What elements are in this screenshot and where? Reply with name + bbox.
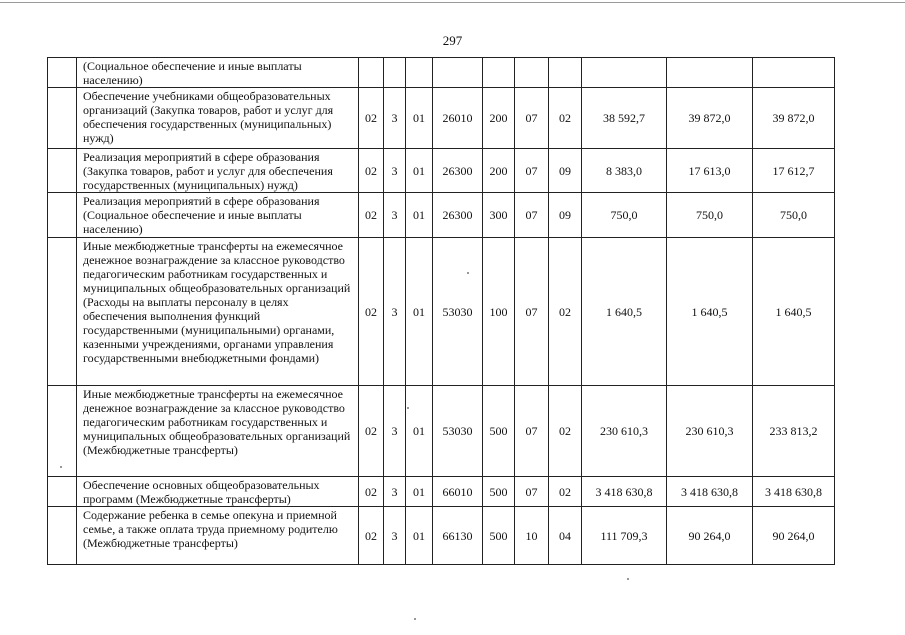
code-cell-c5: 100 xyxy=(483,238,515,386)
page-number: 297 xyxy=(442,33,463,48)
description-cell: Иные межбюджетные трансферты на ежемесячное денежное вознаграждение за классное руководство педагогическим работникам государственных и муниципальных общеобразовательных организаций (Межбюджетные трансферты) xyxy=(77,386,359,477)
code-cell-c6 xyxy=(515,58,549,88)
table-row xyxy=(48,88,835,149)
code-cell-c3: 01 xyxy=(406,88,433,149)
code-cell-c6: 10 xyxy=(515,507,549,565)
index-cell xyxy=(48,386,77,477)
table-body xyxy=(48,58,835,565)
code-cell-c3: 01 xyxy=(406,507,433,565)
code-cell-c3: 01 xyxy=(406,477,433,507)
code-cell-c5: 200 xyxy=(483,88,515,149)
code-cell-c2: 3 xyxy=(384,193,406,238)
code-cell-c4: 26300 xyxy=(433,149,483,193)
code-cell-c5: 500 xyxy=(483,386,515,477)
description-cell: Иные межбюджетные трансферты на ежемесячное денежное вознаграждение за классное руководство педагогическим работникам государственных и муниципальных общеобразовательных организаций (Расходы на выплаты персоналу в целях обеспечения выполнения функций государственными (муниципальными) органами, казенными учреждениями, органами управления государственными внебюджетными фондами) xyxy=(77,238,359,386)
code-cell-c2: 3 xyxy=(384,88,406,149)
code-cell-c4: 53030 xyxy=(433,386,483,477)
amount-cell-y1: 111 709,3 xyxy=(582,507,667,565)
code-cell-c6: 07 xyxy=(515,477,549,507)
code-cell-c1: 02 xyxy=(359,238,384,386)
budget-table xyxy=(47,57,835,565)
code-cell-c4: 66010 xyxy=(433,477,483,507)
code-cell-c6: 07 xyxy=(515,193,549,238)
code-cell-c2: 3 xyxy=(384,477,406,507)
scan-speck xyxy=(60,466,62,468)
scan-speck xyxy=(414,618,416,620)
amount-cell-y1: 3 418 630,8 xyxy=(582,477,667,507)
amount-cell-y2: 750,0 xyxy=(667,193,753,238)
index-cell xyxy=(48,477,77,507)
index-cell xyxy=(48,507,77,565)
table-row xyxy=(48,507,835,565)
amount-cell-y1: 750,0 xyxy=(582,193,667,238)
index-cell xyxy=(48,149,77,193)
code-cell-c2: 3 xyxy=(384,149,406,193)
amount-cell-y2: 1 640,5 xyxy=(667,238,753,386)
amount-cell-y3: 90 264,0 xyxy=(753,507,835,565)
table-row xyxy=(48,58,835,88)
code-cell-c1: 02 xyxy=(359,477,384,507)
code-cell-c2: 3 xyxy=(384,238,406,386)
code-cell-c4 xyxy=(433,58,483,88)
description-cell: Обеспечение учебниками общеобразовательных организаций (Закупка товаров, работ и услуг для обеспечения государственных (муниципальных) нужд) xyxy=(77,88,359,149)
code-cell-c6: 07 xyxy=(515,238,549,386)
table-row xyxy=(48,193,835,238)
amount-cell-y1: 8 383,0 xyxy=(582,149,667,193)
scan-speck xyxy=(467,272,469,274)
amount-cell-y3: 750,0 xyxy=(753,193,835,238)
index-cell xyxy=(48,88,77,149)
amount-cell-y3: 3 418 630,8 xyxy=(753,477,835,507)
code-cell-c5: 300 xyxy=(483,193,515,238)
code-cell-c4: 53030 xyxy=(433,238,483,386)
code-cell-c1: 02 xyxy=(359,386,384,477)
code-cell-c1: 02 xyxy=(359,507,384,565)
code-cell-c2: 3 xyxy=(384,507,406,565)
code-cell-c3: 01 xyxy=(406,386,433,477)
code-cell-c2: 3 xyxy=(384,386,406,477)
code-cell-c3: 01 xyxy=(406,149,433,193)
code-cell-c1 xyxy=(359,58,384,88)
code-cell-c4: 26300 xyxy=(433,193,483,238)
code-cell-c6: 07 xyxy=(515,88,549,149)
code-cell-c1: 02 xyxy=(359,193,384,238)
description-cell: Обеспечение основных общеобразовательных программ (Межбюджетные трансферты) xyxy=(77,477,359,507)
amount-cell-y2: 17 613,0 xyxy=(667,149,753,193)
description-cell: Реализация мероприятий в сфере образования (Закупка товаров, работ и услуг для обеспечения государственных (муниципальных) нужд) xyxy=(77,149,359,193)
code-cell-c7: 04 xyxy=(549,507,582,565)
index-cell xyxy=(48,193,77,238)
code-cell-c1: 02 xyxy=(359,88,384,149)
code-cell-c7: 02 xyxy=(549,238,582,386)
amount-cell-y3: 1 640,5 xyxy=(753,238,835,386)
code-cell-c5 xyxy=(483,58,515,88)
index-cell xyxy=(48,58,77,88)
amount-cell-y1: 230 610,3 xyxy=(582,386,667,477)
amount-cell-y2: 230 610,3 xyxy=(667,386,753,477)
code-cell-c1: 02 xyxy=(359,149,384,193)
code-cell-c3: 01 xyxy=(406,193,433,238)
amount-cell-y2: 90 264,0 xyxy=(667,507,753,565)
code-cell-c2 xyxy=(384,58,406,88)
amount-cell-y3 xyxy=(753,58,835,88)
amount-cell-y3: 39 872,0 xyxy=(753,88,835,149)
code-cell-c6: 07 xyxy=(515,149,549,193)
index-cell xyxy=(48,238,77,386)
code-cell-c6: 07 xyxy=(515,386,549,477)
amount-cell-y2: 39 872,0 xyxy=(667,88,753,149)
table-row xyxy=(48,149,835,193)
description-cell: Содержание ребенка в семье опекуна и приемной семье, а также оплата труда приемному родителю (Межбюджетные трансферты) xyxy=(77,507,359,565)
code-cell-c3: 01 xyxy=(406,238,433,386)
description-cell: Реализация мероприятий в сфере образования (Социальное обеспечение и иные выплаты населению) xyxy=(77,193,359,238)
amount-cell-y1: 38 592,7 xyxy=(582,88,667,149)
description-cell: (Социальное обеспечение и иные выплаты населению) xyxy=(77,58,359,88)
amount-cell-y1 xyxy=(582,58,667,88)
scan-speck xyxy=(407,407,409,409)
code-cell-c5: 500 xyxy=(483,477,515,507)
code-cell-c7: 02 xyxy=(549,477,582,507)
code-cell-c3 xyxy=(406,58,433,88)
code-cell-c7 xyxy=(549,58,582,88)
code-cell-c7: 09 xyxy=(549,193,582,238)
table-row xyxy=(48,238,835,386)
scan-top-edge xyxy=(0,2,905,3)
table-row xyxy=(48,386,835,477)
amount-cell-y3: 233 813,2 xyxy=(753,386,835,477)
code-cell-c4: 26010 xyxy=(433,88,483,149)
amount-cell-y2 xyxy=(667,58,753,88)
code-cell-c7: 02 xyxy=(549,386,582,477)
amount-cell-y2: 3 418 630,8 xyxy=(667,477,753,507)
amount-cell-y1: 1 640,5 xyxy=(582,238,667,386)
code-cell-c7: 02 xyxy=(549,88,582,149)
code-cell-c5: 200 xyxy=(483,149,515,193)
table-row xyxy=(48,477,835,507)
code-cell-c5: 500 xyxy=(483,507,515,565)
code-cell-c4: 66130 xyxy=(433,507,483,565)
code-cell-c7: 09 xyxy=(549,149,582,193)
amount-cell-y3: 17 612,7 xyxy=(753,149,835,193)
scan-speck xyxy=(627,578,629,580)
